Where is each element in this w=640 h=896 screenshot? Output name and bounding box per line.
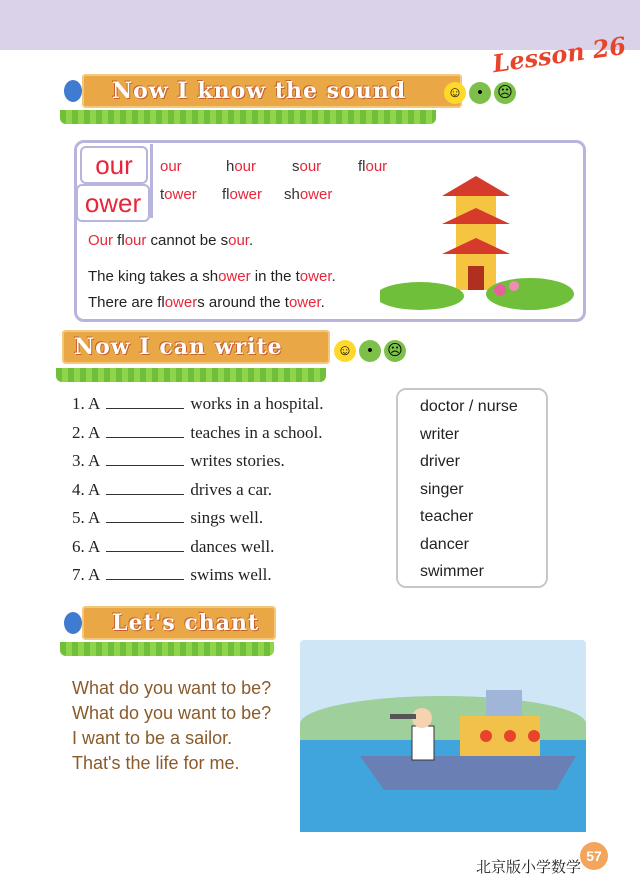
sentence-part: The king takes a sh — [88, 268, 219, 285]
exercise-item — [72, 565, 272, 585]
section-title-chant: Let's chant — [82, 606, 276, 640]
chant-line: That's the life for me. — [72, 753, 240, 773]
sentence-part: in the t — [250, 268, 300, 285]
section-title-write: Now I can write — [62, 330, 330, 364]
sentence-3 — [88, 294, 325, 311]
sentence-1 — [88, 232, 253, 249]
exercise-text: swims well. — [190, 565, 272, 584]
sentence-part: Our — [88, 232, 114, 249]
exercise-text: drives a car. — [190, 479, 272, 499]
sentence-part: fl — [113, 232, 125, 249]
exercise-text: teaches in a school. — [190, 422, 323, 442]
exercise-item — [72, 394, 324, 414]
exercise-text: sings well. — [190, 508, 264, 527]
smile-face-icon: ☺ — [334, 340, 356, 362]
ship-illustration — [300, 660, 586, 832]
sound-word — [160, 186, 197, 203]
word-highlight: ower — [229, 186, 263, 203]
answer-blank[interactable] — [106, 451, 184, 466]
sound-word — [292, 158, 321, 175]
pattern-our: our — [80, 146, 148, 184]
exercise-text: dances well. — [190, 536, 275, 556]
word-highlight: our — [299, 158, 322, 175]
sentence-part: our — [124, 232, 147, 249]
word-bank-item: dancer — [420, 535, 469, 553]
bird-icon — [64, 612, 82, 634]
word-part: h — [226, 158, 235, 175]
smile-face-icon: ☺ — [444, 82, 466, 104]
sentence-part: ower — [164, 294, 198, 311]
sentence-part: ower — [218, 268, 251, 285]
word-highlight: our — [160, 158, 182, 175]
exercise-number: 6. A — [72, 536, 101, 556]
sentence-part: ower — [299, 268, 332, 285]
exercise-number: 1. A — [72, 394, 101, 413]
word-part: fl — [222, 186, 230, 203]
word-highlight: our — [234, 158, 257, 175]
sad-face-icon: ☹ — [494, 82, 516, 104]
exercise-item — [72, 537, 274, 557]
word-part: s — [292, 158, 300, 175]
chant-line: What do you want to be? — [72, 678, 272, 698]
sentence-2 — [88, 268, 336, 285]
grass-decoration — [60, 642, 274, 656]
sentence-part: . — [331, 268, 336, 285]
pattern-ower: ower — [76, 184, 150, 222]
sentence-part: There are fl — [88, 294, 165, 311]
chant-line: I want to be a sailor. — [72, 728, 233, 748]
exercise-number: 7. A — [72, 565, 101, 584]
rating-faces — [444, 82, 519, 104]
exercise-item — [72, 508, 263, 528]
sound-word — [226, 158, 256, 175]
sentence-part: . — [248, 232, 254, 249]
sentence-part: s around the t — [197, 294, 289, 311]
sound-word — [284, 186, 332, 203]
pagoda-illustration — [380, 170, 576, 310]
exercise-text: works in a hospital. — [190, 394, 324, 413]
sentence-part: our — [228, 232, 249, 249]
exercise-text: writes stories. — [190, 451, 285, 470]
answer-blank[interactable] — [106, 508, 184, 523]
exercise-item — [72, 423, 323, 443]
answer-blank[interactable] — [106, 394, 184, 409]
sentence-part: cannot be s — [146, 232, 229, 249]
rating-faces — [334, 340, 409, 362]
exercise-number: 4. A — [72, 479, 101, 499]
sentence-part: ower — [288, 294, 321, 311]
word-bank-item: driver — [420, 453, 461, 470]
exercise-number: 5. A — [72, 508, 101, 527]
sound-word — [222, 186, 262, 203]
word-bank-item: swimmer — [420, 563, 484, 580]
word-bank-item: doctor / nurse — [420, 398, 518, 415]
word-bank — [396, 388, 548, 588]
chant-line: What do you want to be? — [72, 703, 272, 723]
word-highlight: ower — [299, 186, 333, 203]
section-title-sound: Now I know the sound — [82, 74, 462, 108]
watermark: 北京版小学数学 — [476, 859, 582, 876]
sad-face-icon: ☹ — [384, 340, 406, 362]
exercise-item — [72, 451, 285, 471]
word-highlight: our — [365, 158, 388, 175]
exercise-number: 3. A — [72, 451, 101, 470]
answer-blank[interactable] — [106, 537, 184, 552]
neutral-face-icon: • — [469, 82, 491, 104]
answer-blank[interactable] — [106, 423, 184, 438]
answer-blank[interactable] — [106, 480, 184, 495]
lesson-label: Lesson 26 — [490, 30, 628, 79]
word-highlight: ower — [164, 186, 197, 203]
neutral-face-icon: • — [359, 340, 381, 362]
word-bank-item: singer — [420, 480, 464, 498]
answer-blank[interactable] — [106, 565, 184, 580]
sentence-part: . — [320, 294, 325, 311]
grass-decoration — [56, 368, 326, 382]
word-part: sh — [284, 186, 300, 203]
grass-decoration — [60, 110, 436, 124]
word-part: fl — [358, 158, 366, 175]
word-bank-item: writer — [420, 425, 460, 443]
word-bank-item: teacher — [420, 508, 474, 525]
word-part: t — [160, 186, 165, 203]
bird-icon — [64, 80, 82, 102]
exercise-number: 2. A — [72, 422, 101, 442]
sound-word — [160, 158, 182, 175]
page-number: 57 — [580, 842, 608, 870]
exercise-item — [72, 480, 272, 500]
